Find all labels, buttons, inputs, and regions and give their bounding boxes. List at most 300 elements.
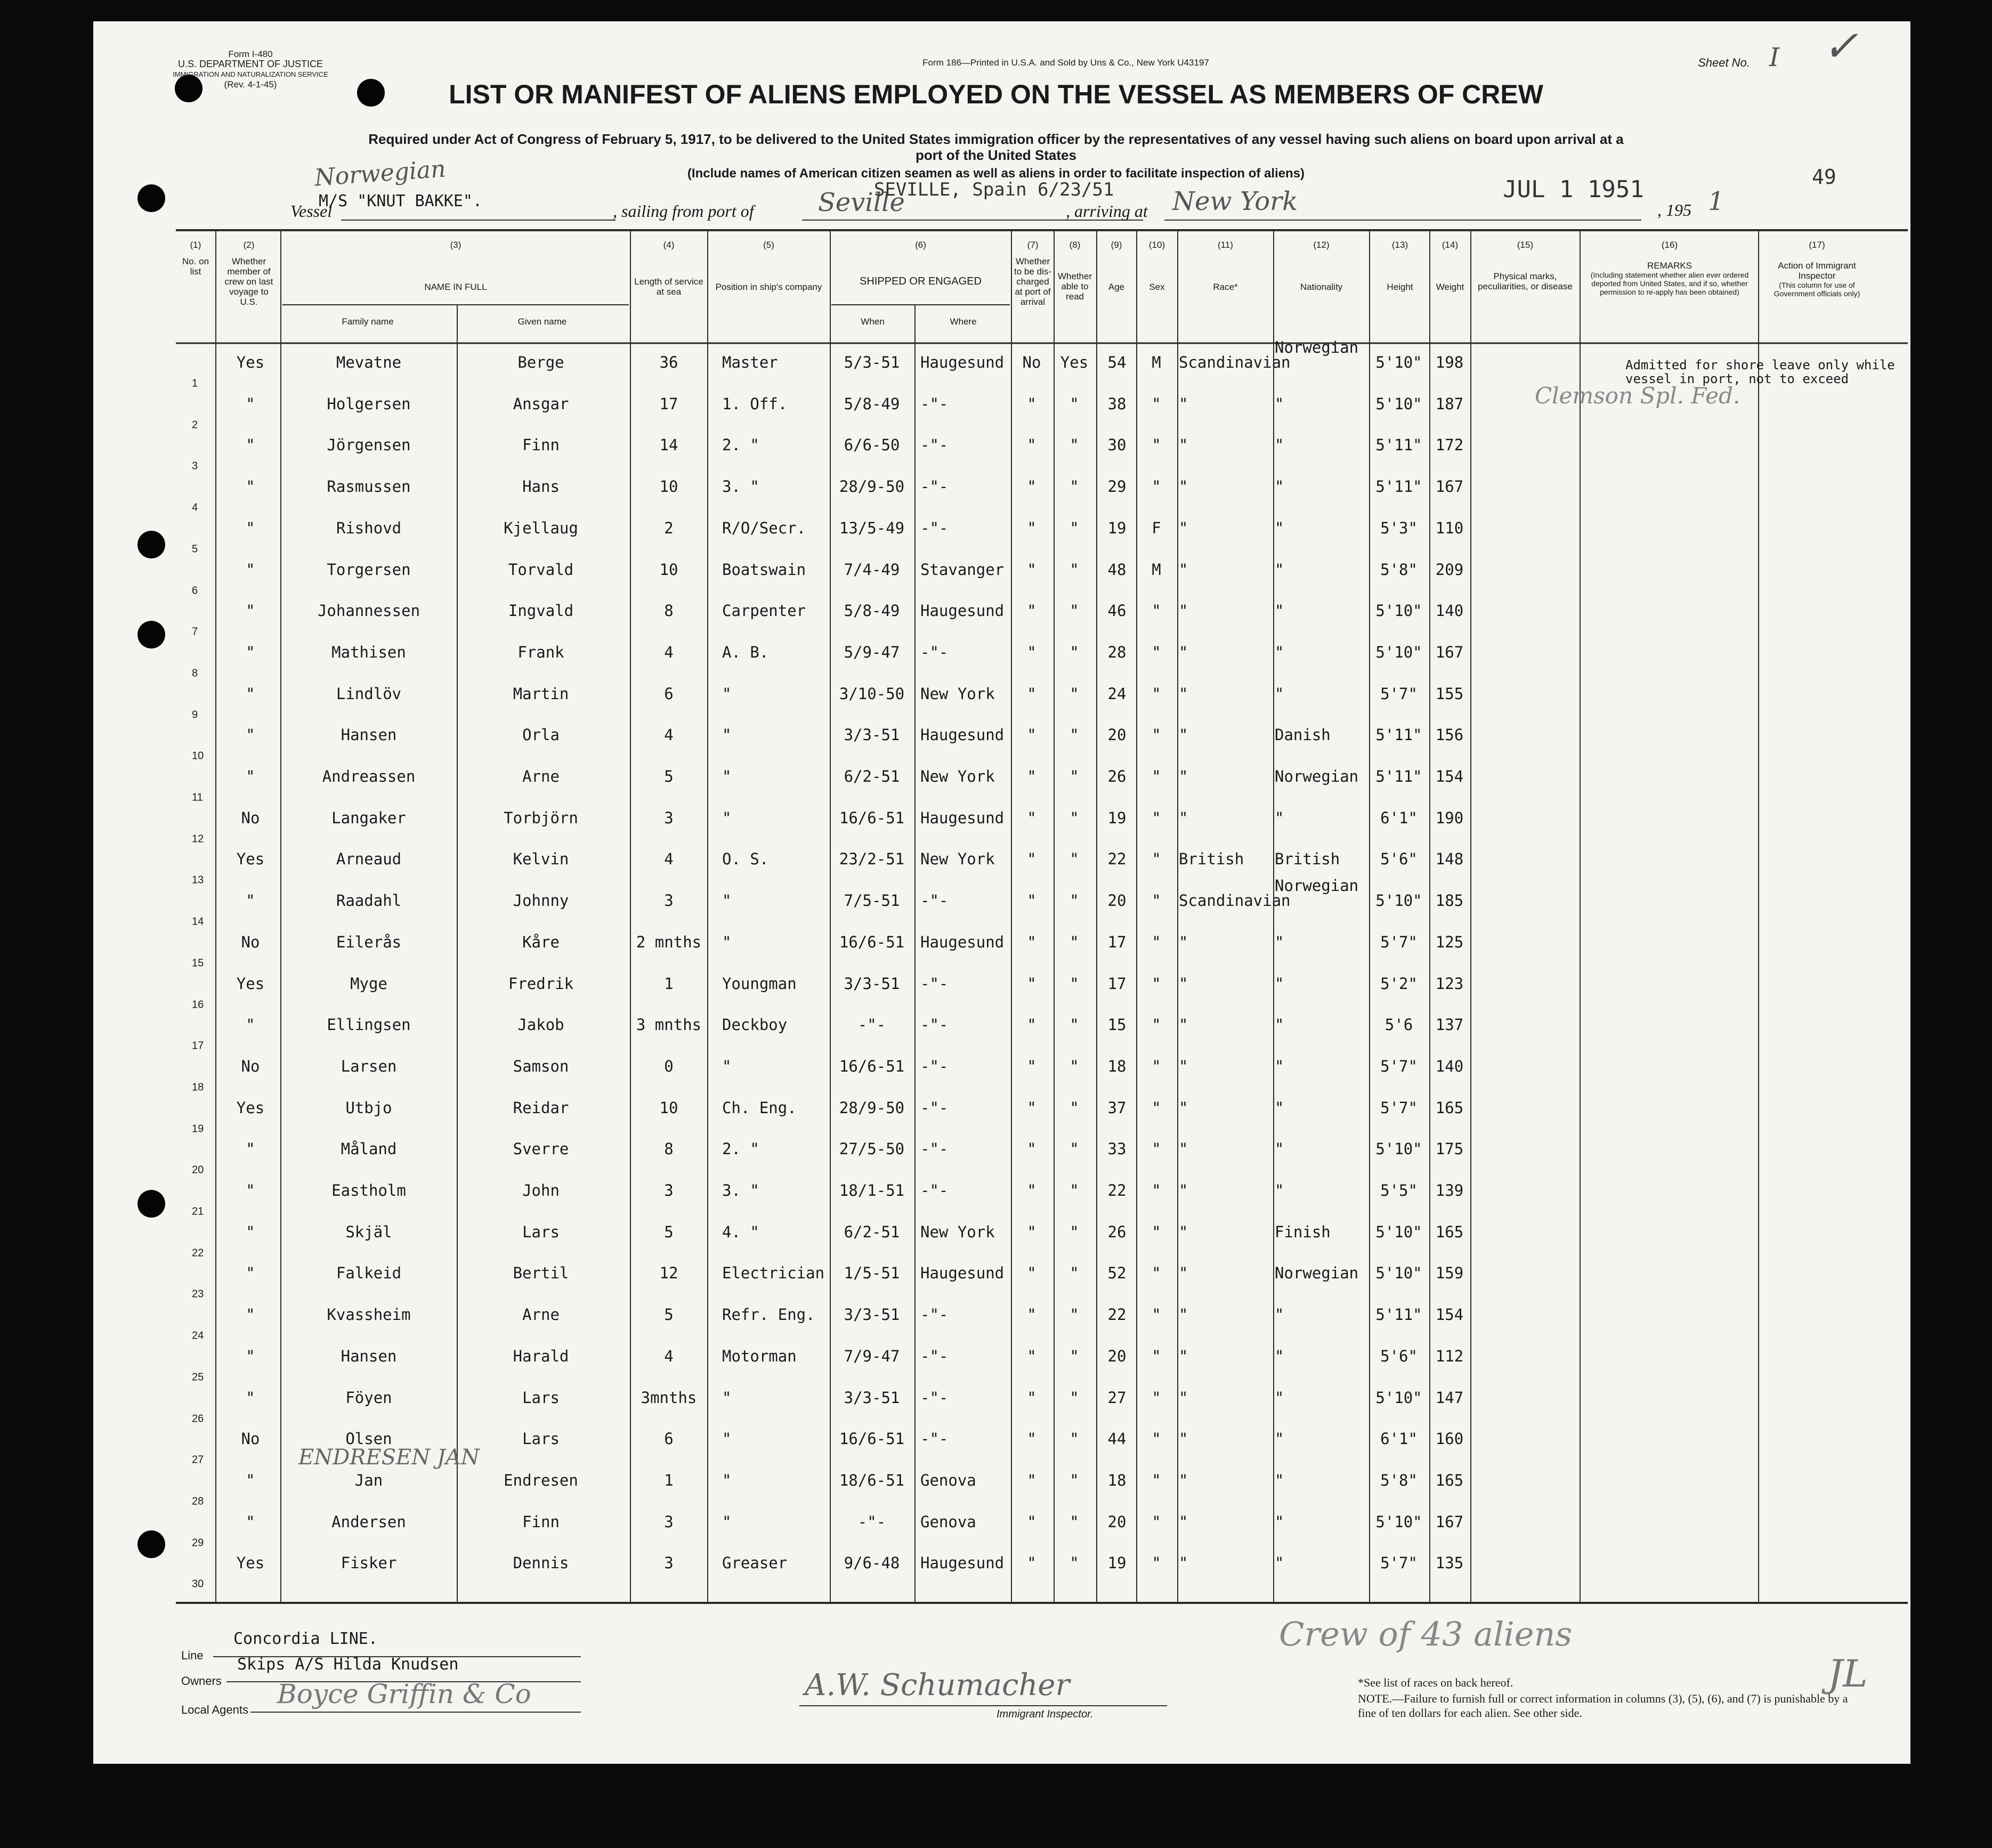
cell-service: 4 xyxy=(664,1347,674,1365)
row-number: 13 xyxy=(192,874,204,886)
cell-nat: " xyxy=(1275,808,1284,827)
row-number: 8 xyxy=(192,667,198,679)
vessel-label: Vessel xyxy=(290,201,333,221)
vessel-nationality: Norwegian xyxy=(313,155,447,192)
cell-service: 2 xyxy=(664,518,674,537)
col-2-header: (2) Whether member of crew on last voyage to U.S. xyxy=(224,240,273,307)
cell-race: " xyxy=(1179,1264,1188,1283)
penalty-note: NOTE.—Failure to furnish full or correct information in columns (3), (5), (6), and (7) is punishable by a fine of ten dollars for each alien. See other side. xyxy=(1358,1692,1848,1720)
cell-disch: " xyxy=(1027,1430,1037,1448)
line-label: Line xyxy=(181,1649,204,1662)
cell-age: 26 xyxy=(1107,1222,1127,1241)
cell-given: Sverre xyxy=(513,1140,569,1158)
cell-nat: " xyxy=(1275,1098,1284,1117)
cell-family: Johannessen xyxy=(317,602,420,620)
cell-read: " xyxy=(1070,1016,1079,1034)
cell-where: Haugesund xyxy=(920,808,1005,827)
col-12-header: (12) Nationality xyxy=(1300,240,1343,292)
cell-weight: 155 xyxy=(1435,684,1464,703)
cell-last: " xyxy=(246,1471,255,1489)
year-label: , 195 xyxy=(1657,200,1691,220)
cell-weight: 160 xyxy=(1435,1430,1464,1448)
check-mark: ✓ xyxy=(1823,21,1859,71)
cell-race: " xyxy=(1179,1140,1188,1158)
cell-when: 16/6-51 xyxy=(839,808,905,827)
cell-sex: " xyxy=(1152,850,1161,869)
cell-nat: " xyxy=(1275,1016,1284,1034)
cell-height: 5'11" xyxy=(1375,436,1422,455)
cell-height: 5'7" xyxy=(1380,1057,1418,1075)
cell-service: 10 xyxy=(659,560,678,579)
cell-age: 28 xyxy=(1107,643,1127,661)
cell-last: " xyxy=(246,1264,255,1283)
arriving-label: , arriving at xyxy=(1066,201,1148,221)
cell-given: Ansgar xyxy=(513,394,569,413)
cell-age: 18 xyxy=(1107,1057,1127,1075)
cell-last: Yes xyxy=(236,850,265,869)
cell-weight: 187 xyxy=(1435,394,1464,413)
row-number: 29 xyxy=(192,1537,204,1549)
cell-nat: " xyxy=(1275,1430,1284,1448)
cell-position: R/O/Secr. xyxy=(722,518,806,537)
cell-disch: " xyxy=(1027,1471,1037,1489)
cell-sex: " xyxy=(1152,1057,1161,1075)
row-number: 12 xyxy=(192,833,204,845)
cell-read: " xyxy=(1070,394,1079,413)
cell-position: " xyxy=(722,891,732,910)
cell-service: 10 xyxy=(659,477,678,496)
cell-weight: 110 xyxy=(1435,518,1464,537)
row-number: 7 xyxy=(192,626,198,638)
cell-read: " xyxy=(1070,1057,1079,1075)
cell-last: No xyxy=(241,1430,260,1448)
cell-where: -"- xyxy=(920,891,949,910)
cell-position: " xyxy=(722,808,732,827)
races-note: *See list of races on back hereof. xyxy=(1358,1676,1513,1689)
row-number: 11 xyxy=(192,791,203,804)
cell-read: " xyxy=(1070,726,1079,744)
cell-family: Lindlöv xyxy=(336,684,402,703)
cell-nat: " xyxy=(1275,1181,1284,1199)
cell-last: " xyxy=(246,1222,255,1241)
row-number: 15 xyxy=(192,957,204,969)
cell-service: 5 xyxy=(664,1222,674,1241)
cell-given: Orla xyxy=(522,726,560,744)
cell-age: 48 xyxy=(1107,560,1127,579)
cell-when: 5/9-47 xyxy=(844,643,900,661)
cell-where: -"- xyxy=(920,477,949,496)
cell-age: 18 xyxy=(1107,1471,1127,1489)
cell-service: 4 xyxy=(664,643,674,661)
cell-family: Holgersen xyxy=(327,394,411,413)
cell-weight: 209 xyxy=(1435,560,1464,579)
cell-height: 6'1" xyxy=(1380,808,1418,827)
agents-underline xyxy=(250,1712,581,1713)
cell-when: 13/5-49 xyxy=(839,518,905,537)
cell-given: Finn xyxy=(522,436,560,455)
cell-disch: " xyxy=(1027,1222,1037,1241)
cell-position: Electrician xyxy=(722,1264,825,1283)
cell-position: Ch. Eng. xyxy=(722,1098,797,1117)
cell-height: 5'10" xyxy=(1375,1222,1422,1241)
row-number: 25 xyxy=(192,1371,204,1383)
cell-family: Olsen xyxy=(345,1430,392,1448)
cell-given: Berge xyxy=(517,353,564,371)
row-number: 20 xyxy=(192,1164,204,1176)
cell-age: 52 xyxy=(1107,1264,1127,1283)
row28-correction: ENDRESEN JAN xyxy=(298,1445,480,1470)
cell-last: " xyxy=(246,1347,255,1365)
cell-nat: " xyxy=(1275,1347,1284,1365)
cell-nat: " xyxy=(1275,560,1284,579)
cell-age: 33 xyxy=(1107,1140,1127,1158)
cell-age: 22 xyxy=(1107,850,1127,869)
cell-given: Kelvin xyxy=(513,850,569,869)
cell-weight: 167 xyxy=(1435,1512,1464,1531)
col-7-header: (7) Whether to be dis-charged at port of arrival xyxy=(1014,240,1051,307)
cell-nat: Norwegian xyxy=(1275,877,1359,895)
cell-where: -"- xyxy=(920,394,949,413)
cell-last: " xyxy=(246,1306,255,1324)
cell-service: 8 xyxy=(664,1140,674,1158)
cell-nat: " xyxy=(1275,1388,1284,1407)
cell-age: 54 xyxy=(1107,353,1127,371)
cell-when: 28/9-50 xyxy=(839,477,905,496)
row-number: 19 xyxy=(192,1123,204,1135)
cell-given: Bertil xyxy=(513,1264,569,1283)
cell-weight: 154 xyxy=(1435,1306,1464,1324)
cell-last: Yes xyxy=(236,1554,265,1573)
cell-family: Rasmussen xyxy=(327,477,411,496)
cell-service: 4 xyxy=(664,850,674,869)
cell-when: -"- xyxy=(857,1512,886,1531)
subtitle-2: port of the United States xyxy=(916,147,1076,163)
cell-family: Jörgensen xyxy=(327,436,411,455)
cell-where: -"- xyxy=(920,974,949,993)
cell-weight: 165 xyxy=(1435,1471,1464,1489)
col-1-header: (1) No. on list xyxy=(182,240,209,277)
row-number: 9 xyxy=(192,709,198,721)
cell-family: Rishovd xyxy=(336,518,402,537)
cell-nat: " xyxy=(1275,394,1284,413)
cell-service: 14 xyxy=(659,436,678,455)
cell-sex: " xyxy=(1152,891,1161,910)
cell-given: Frank xyxy=(517,643,564,661)
cell-sex: " xyxy=(1152,808,1161,827)
cell-family: Mevatne xyxy=(336,353,402,371)
cell-when: 6/6-50 xyxy=(844,436,900,455)
cell-family: Mathisen xyxy=(331,643,406,661)
cell-read: " xyxy=(1070,602,1079,620)
cell-family: Jan xyxy=(354,1471,383,1489)
sailing-port-stamp: SEVILLE, Spain 6/23/51 xyxy=(874,179,1114,200)
cell-read: " xyxy=(1070,1388,1079,1407)
row-number: 17 xyxy=(192,1040,204,1052)
cell-when: 9/6-48 xyxy=(844,1554,900,1573)
cell-family: Torgersen xyxy=(327,560,411,579)
cell-nat: " xyxy=(1275,1140,1284,1158)
row-number: 18 xyxy=(192,1081,204,1093)
cell-disch: " xyxy=(1027,1554,1037,1573)
cell-sex: " xyxy=(1152,767,1161,785)
cell-read: " xyxy=(1070,808,1079,827)
cell-given: Lars xyxy=(522,1388,560,1407)
cell-race: " xyxy=(1179,1430,1188,1448)
cell-height: 5'7" xyxy=(1380,1554,1418,1573)
cell-where: -"- xyxy=(920,1057,949,1075)
cell-age: 22 xyxy=(1107,1306,1127,1324)
cell-disch: " xyxy=(1027,933,1037,951)
cell-race: " xyxy=(1179,1016,1188,1034)
row-number: 22 xyxy=(192,1247,204,1259)
row-number: 4 xyxy=(192,501,198,514)
cell-disch: " xyxy=(1027,436,1037,455)
cell-race: British xyxy=(1179,850,1244,869)
cell-service: 6 xyxy=(664,684,674,703)
department-name: U.S. DEPARTMENT OF JUSTICE xyxy=(177,59,323,69)
cell-position: " xyxy=(722,684,732,703)
row-number: 23 xyxy=(192,1288,204,1300)
row1-remark-handwritten: Clemson Spl. Fed. xyxy=(1535,383,1740,409)
subtitle-1: Required under Act of Congress of February 5, 1917, to be delivered to the United States immigration officer by the representatives of any vessel having such aliens on board upon arrival at a xyxy=(368,131,1624,147)
cell-family: Ellingsen xyxy=(327,1016,411,1034)
cell-height: 5'10" xyxy=(1375,643,1422,661)
cell-height: 5'3" xyxy=(1380,518,1418,537)
cell-weight: 156 xyxy=(1435,726,1464,744)
cell-service: 5 xyxy=(664,767,674,785)
cell-family: Fisker xyxy=(341,1554,397,1573)
page-number: 49 xyxy=(1812,165,1836,189)
form-number: Form I-480 xyxy=(228,49,273,59)
cell-service: 1 xyxy=(664,1471,674,1489)
cell-read: " xyxy=(1070,1222,1079,1241)
cell-race: " xyxy=(1179,1347,1188,1365)
cell-height: 5'6" xyxy=(1380,1347,1418,1365)
col-14-header: (14) Weight xyxy=(1436,240,1464,292)
cell-height: 5'10" xyxy=(1375,353,1422,371)
cell-where: Genova xyxy=(920,1512,976,1531)
cell-height: 5'10" xyxy=(1375,891,1422,910)
cell-age: 27 xyxy=(1107,1388,1127,1407)
cell-where: -"- xyxy=(920,643,949,661)
cell-nat: Norwegian xyxy=(1275,1264,1359,1283)
cell-nat: " xyxy=(1275,1057,1284,1075)
cell-position: " xyxy=(722,1057,732,1075)
col-3-header: (3) NAME IN FULL xyxy=(424,240,487,292)
cell-height: 5'2" xyxy=(1380,974,1418,993)
cell-family: Eilerås xyxy=(336,933,402,951)
cell-where: New York xyxy=(920,684,995,703)
cell-last: " xyxy=(246,1388,255,1407)
cell-last: " xyxy=(246,1181,255,1199)
cell-read: " xyxy=(1070,1264,1079,1283)
cell-read: Yes xyxy=(1060,353,1089,371)
cell-where: -"- xyxy=(920,1181,949,1199)
cell-disch: " xyxy=(1027,518,1037,537)
cell-when: 5/8-49 xyxy=(844,602,900,620)
cell-race: " xyxy=(1179,1181,1188,1199)
cell-height: 5'11" xyxy=(1375,477,1422,496)
cell-race: " xyxy=(1179,933,1188,951)
cell-service: 36 xyxy=(659,353,678,371)
cell-given: Harald xyxy=(513,1347,569,1365)
cell-sex: M xyxy=(1152,560,1161,579)
row-number: 30 xyxy=(192,1578,204,1590)
cell-family: Larsen xyxy=(341,1057,397,1075)
agents-value: Boyce Griffin & Co xyxy=(277,1679,531,1709)
cell-service: 8 xyxy=(664,602,674,620)
cell-disch: " xyxy=(1027,1347,1037,1365)
owners-label: Owners xyxy=(181,1674,222,1688)
family-name-header: Family name xyxy=(342,317,394,327)
cell-sex: M xyxy=(1152,353,1161,371)
cell-last: Yes xyxy=(236,974,265,993)
cell-read: " xyxy=(1070,518,1079,537)
when-header: When xyxy=(861,317,885,327)
row-number: 3 xyxy=(192,460,198,472)
col-16-header: (16) REMARKS (Including statement whether alien ever ordered deported from United States, and if so, whether permission to re-apply has been obtained) xyxy=(1590,240,1749,296)
cell-race: " xyxy=(1179,684,1188,703)
cell-height: 5'7" xyxy=(1380,933,1418,951)
cell-nat: " xyxy=(1275,1512,1284,1531)
cell-height: 5'5" xyxy=(1380,1181,1418,1199)
cell-service: 5 xyxy=(664,1306,674,1324)
cell-sex: " xyxy=(1152,602,1161,620)
cell-when: 3/3-51 xyxy=(844,726,900,744)
cell-last: Yes xyxy=(236,1098,265,1117)
cell-disch: " xyxy=(1027,1306,1037,1324)
cell-position: " xyxy=(722,726,732,744)
col-17-header: (17) Action of Immigrant Inspector (This column for use of Government officials only) xyxy=(1774,240,1860,298)
cell-when: 16/6-51 xyxy=(839,933,905,951)
cell-disch: " xyxy=(1027,1140,1037,1158)
cell-height: 5'10" xyxy=(1375,1264,1422,1283)
cell-nat: Norwegian xyxy=(1275,767,1359,785)
cell-read: " xyxy=(1070,767,1079,785)
cell-family: Myge xyxy=(350,974,387,993)
row-number: 16 xyxy=(192,999,204,1010)
cell-where: -"- xyxy=(920,1388,949,1407)
cell-service: 3 xyxy=(664,1512,674,1531)
cell-read: " xyxy=(1070,1512,1079,1531)
cell-service: 3mnths xyxy=(641,1388,697,1407)
vessel-name: M/S "KNUT BAKKE". xyxy=(319,192,483,210)
cell-race: " xyxy=(1179,1306,1188,1324)
cell-nat: " xyxy=(1275,933,1284,951)
col-4-header: (4) Length of service at sea xyxy=(634,240,703,297)
cell-height: 5'6" xyxy=(1380,850,1418,869)
page-title: LIST OR MANIFEST OF ALIENS EMPLOYED ON THE VESSEL AS MEMBERS OF CREW xyxy=(449,79,1543,109)
cell-race: " xyxy=(1179,643,1188,661)
cell-sex: " xyxy=(1152,1430,1161,1448)
cell-disch: " xyxy=(1027,477,1037,496)
cell-disch: " xyxy=(1027,1181,1037,1199)
cell-where: -"- xyxy=(920,1140,949,1158)
cell-age: 38 xyxy=(1107,394,1127,413)
cell-last: " xyxy=(246,1140,255,1158)
cell-disch: " xyxy=(1027,1016,1037,1034)
sailing-label: , sailing from port of xyxy=(613,201,754,221)
row-number: 6 xyxy=(192,585,198,596)
cell-family: Hansen xyxy=(341,1347,397,1365)
cell-when: 7/5-51 xyxy=(844,891,900,910)
cell-given: Hans xyxy=(522,477,560,496)
cell-age: 44 xyxy=(1107,1430,1127,1448)
cell-last: " xyxy=(246,1016,255,1034)
cell-family: Andersen xyxy=(331,1512,406,1531)
cell-position: " xyxy=(722,1388,732,1407)
cell-position: Motorman xyxy=(722,1347,797,1365)
cell-height: 5'10" xyxy=(1375,1388,1422,1407)
cell-read: " xyxy=(1070,1306,1079,1324)
cell-family: Skjäl xyxy=(345,1222,392,1241)
cell-when: 6/2-51 xyxy=(844,767,900,785)
cell-where: -"- xyxy=(920,518,949,537)
cell-where: Haugesund xyxy=(920,602,1005,620)
sheet-number: I xyxy=(1769,43,1779,72)
subtitle-3: (Include names of American citizen seamen as well as aliens in order to facilitate inspection of aliens) xyxy=(687,166,1305,181)
owners-value: Skips A/S Hilda Knudsen xyxy=(237,1655,459,1674)
cell-given: Lars xyxy=(522,1430,560,1448)
cell-when: 28/9-50 xyxy=(839,1098,905,1117)
cell-where: Haugesund xyxy=(920,933,1005,951)
cell-nat: British xyxy=(1275,850,1340,869)
cell-when: 5/3-51 xyxy=(844,353,900,371)
cell-where: -"- xyxy=(920,1347,949,1365)
cell-given: Samson xyxy=(513,1057,569,1075)
cell-position: " xyxy=(722,1430,732,1448)
row-number: 10 xyxy=(192,750,204,762)
cell-service: 10 xyxy=(659,1098,678,1117)
cell-position: Refr. Eng. xyxy=(722,1306,815,1324)
cell-race: " xyxy=(1179,726,1188,744)
cell-where: Haugesund xyxy=(920,1554,1005,1573)
cell-read: " xyxy=(1070,1181,1079,1199)
year-handwritten: 1 xyxy=(1708,187,1724,216)
cell-race: " xyxy=(1179,1098,1188,1117)
cell-race: " xyxy=(1179,1554,1188,1573)
cell-nat: " xyxy=(1275,1471,1284,1489)
cell-when: 3/10-50 xyxy=(839,684,905,703)
cell-disch: " xyxy=(1027,1512,1037,1531)
cell-sex: " xyxy=(1152,1554,1161,1573)
cell-last: " xyxy=(246,436,255,455)
cell-sex: " xyxy=(1152,643,1161,661)
cell-weight: 140 xyxy=(1435,602,1464,620)
cell-where: New York xyxy=(920,850,995,869)
col-13-header: (13) Height xyxy=(1387,240,1413,292)
cell-given: Jakob xyxy=(517,1016,564,1034)
cell-weight: 165 xyxy=(1435,1222,1464,1241)
cell-nat: " xyxy=(1275,1306,1284,1324)
cell-given: Johnny xyxy=(513,891,569,910)
cell-sex: " xyxy=(1152,933,1161,951)
cell-position: A. B. xyxy=(722,643,769,661)
given-name-header: Given name xyxy=(517,317,567,327)
cell-read: " xyxy=(1070,891,1079,910)
cell-given: Reidar xyxy=(513,1098,569,1117)
cell-sex: " xyxy=(1152,394,1161,413)
cell-position: " xyxy=(722,1512,732,1531)
cell-service: 3 xyxy=(664,891,674,910)
cell-disch: " xyxy=(1027,602,1037,620)
cell-last: Yes xyxy=(236,353,265,371)
cell-disch: " xyxy=(1027,767,1037,785)
cell-age: 22 xyxy=(1107,1181,1127,1199)
cell-where: Haugesund xyxy=(920,353,1005,371)
cell-nat: " xyxy=(1275,477,1284,496)
cell-position: Boatswain xyxy=(722,560,806,579)
